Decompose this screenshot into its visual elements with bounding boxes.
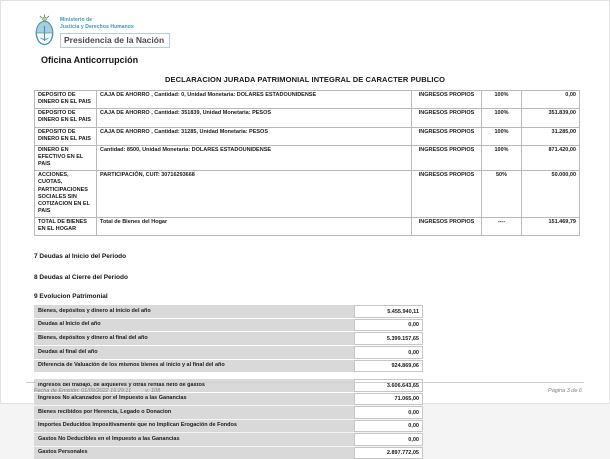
asset-percent-cell: 100% (482, 91, 522, 109)
asset-description-cell: Cantidad: 8500, Unidad Monetaria: DOLARES ESTADOUNIDENSE (97, 145, 412, 170)
asset-income-cell: INGRESOS PROPIOS (412, 109, 482, 127)
table-row (35, 218, 580, 236)
asset-type-cell: DEPOSITO DE DINERO EN EL PAIS (35, 109, 97, 127)
asset-type-cell: ACCIONES, CUOTAS, PARTICIPACIONES SOCIALES SIN COTIZACION EN EL PAIS (35, 171, 97, 218)
list-item (34, 305, 423, 318)
list-item (34, 433, 423, 446)
evolucion-value: 0,00 (354, 433, 423, 446)
asset-percent-cell: 100% (482, 145, 522, 170)
evolucion-value: 924.869,06 (354, 360, 423, 373)
list-item (34, 332, 423, 345)
asset-income-cell: INGRESOS PROPIOS (412, 218, 482, 236)
table-row (35, 127, 580, 145)
evolucion-label: Bienes recibidos por Herencia, Legado o Donacion (34, 406, 354, 419)
evolucion-label: Ingresos del trabajo, de alquileres y otras rentas neto de gastos (34, 379, 354, 392)
table-row (35, 109, 580, 127)
section-heading-deudas-cierre: 8 Deudas al Cierre del Periodo (34, 274, 128, 282)
evolucion-label: Deudas al Inicio del año (34, 319, 354, 332)
page-number: Página 3 de 6 (548, 388, 582, 394)
list-item (34, 319, 423, 332)
table-row (35, 171, 580, 218)
evolucion-label: Gastos No Deducibles en el Impuesto a las Ganancias (34, 433, 354, 446)
office-title: Oficina Anticorrupción (41, 55, 139, 65)
section-heading-deudas-inicio: 7 Deudas al Inicio del Periodo (34, 253, 127, 261)
list-item (34, 406, 423, 419)
evolucion-label: Ingresos No alcanzados por el Impuesto a las Ganancias (34, 393, 354, 406)
document-title: DECLARACION JURADA PATRIMONIAL INTEGRAL DE CARACTER PUBLICO (164, 75, 446, 84)
asset-description-cell: CAJA DE AHORRO , Cantidad: 31285, Unidad Monetaria: PESOS (97, 127, 412, 145)
ministry-line-2: Justicia y Derechos Humanos (60, 23, 134, 30)
evolucion-label: Bienes, depósitos y dinero al final del año (34, 332, 354, 345)
table-row (35, 91, 580, 109)
asset-value-cell: 351.839,00 (522, 109, 580, 127)
list-item (34, 393, 423, 406)
ministry-logo (34, 14, 609, 48)
asset-description-cell: Total de Bienes del Hogar (97, 218, 412, 236)
evolucion-value: 5.455.940,11 (354, 305, 423, 318)
evolucion-label: Diferencia de Valuación de los mismos bienes al inicio y al final del año (34, 360, 354, 373)
asset-type-cell: TOTAL DE BIENES EN EL HOGAR (35, 218, 97, 236)
asset-value-cell: 50.000,00 (522, 171, 580, 218)
asset-value-cell: 0,00 (522, 91, 580, 109)
asset-description-cell: PARTICIPACIÓN, CUIT: 30716293668 (97, 171, 412, 218)
asset-description-cell: CAJA DE AHORRO , Cantidad: 351839, Unidad Monetaria: PESOS (97, 109, 412, 127)
asset-type-cell: DEPOSITO DE DINERO EN EL PAIS (35, 91, 97, 109)
list-item (34, 346, 423, 359)
ministry-logo-text (60, 14, 170, 48)
list-item (34, 447, 423, 459)
asset-type-cell: DINERO EN EFECTIVO EN EL PAIS (35, 145, 97, 170)
coat-of-arms-icon (34, 14, 55, 47)
evolucion-value: 5.399.157,65 (354, 332, 423, 345)
ministry-line-1: Ministerio de (60, 17, 93, 23)
section-heading-evolucion: 9 Evolucion Patrimonial (34, 293, 108, 301)
evolucion-label: Gastos Personales (34, 447, 354, 459)
asset-income-cell: INGRESOS PROPIOS (412, 127, 482, 145)
footer-divider (26, 382, 584, 383)
evolucion-value: 0,00 (354, 406, 423, 419)
evolucion-value: 0,00 (354, 319, 423, 332)
asset-value-cell: 151.469,79 (522, 218, 580, 236)
assets-table (34, 90, 580, 236)
list-item (34, 360, 423, 373)
emission-date: Fecha de Emisión: 01/09/2022 16:29:11 (34, 388, 132, 394)
evolucion-value: 0,00 (354, 346, 423, 359)
asset-value-cell: 31.285,00 (522, 127, 580, 145)
evolucion-label: Deudas al final del año (34, 346, 354, 359)
version-label: v: 108 (145, 388, 161, 394)
asset-income-cell: INGRESOS PROPIOS (412, 171, 482, 218)
asset-value-cell: 871.420,00 (522, 145, 580, 170)
asset-type-cell: DEPOSITO DE DINERO EN EL PAIS (35, 127, 97, 145)
asset-percent-cell: 50% (482, 171, 522, 218)
page-footer (34, 388, 582, 394)
presidency-label: Presidencia de la Nación (60, 33, 170, 48)
asset-percent-cell: ---- (482, 218, 522, 236)
table-row (35, 145, 580, 170)
evolucion-label: Importes Deducidos Impositivamente que no Implican Erogación de Fondos (34, 420, 354, 433)
asset-income-cell: INGRESOS PROPIOS (412, 91, 482, 109)
evolucion-value: 3.606.643,65 (354, 379, 423, 392)
list-item (34, 420, 423, 433)
evolucion-value: 2.897.772,05 (354, 447, 423, 459)
asset-percent-cell: 100% (482, 109, 522, 127)
evolucion-value: 0,00 (354, 420, 423, 433)
evolucion-value: 71.065,00 (354, 393, 423, 406)
evolucion-label: Bienes, depósitos y dinero al inicio del año (34, 305, 354, 318)
asset-percent-cell: 100% (482, 127, 522, 145)
asset-description-cell: CAJA DE AHORRO , Cantidad: 0, Unidad Monetaria: DOLARES ESTADOUNIDENSE (97, 91, 412, 109)
asset-income-cell: INGRESOS PROPIOS (412, 145, 482, 170)
